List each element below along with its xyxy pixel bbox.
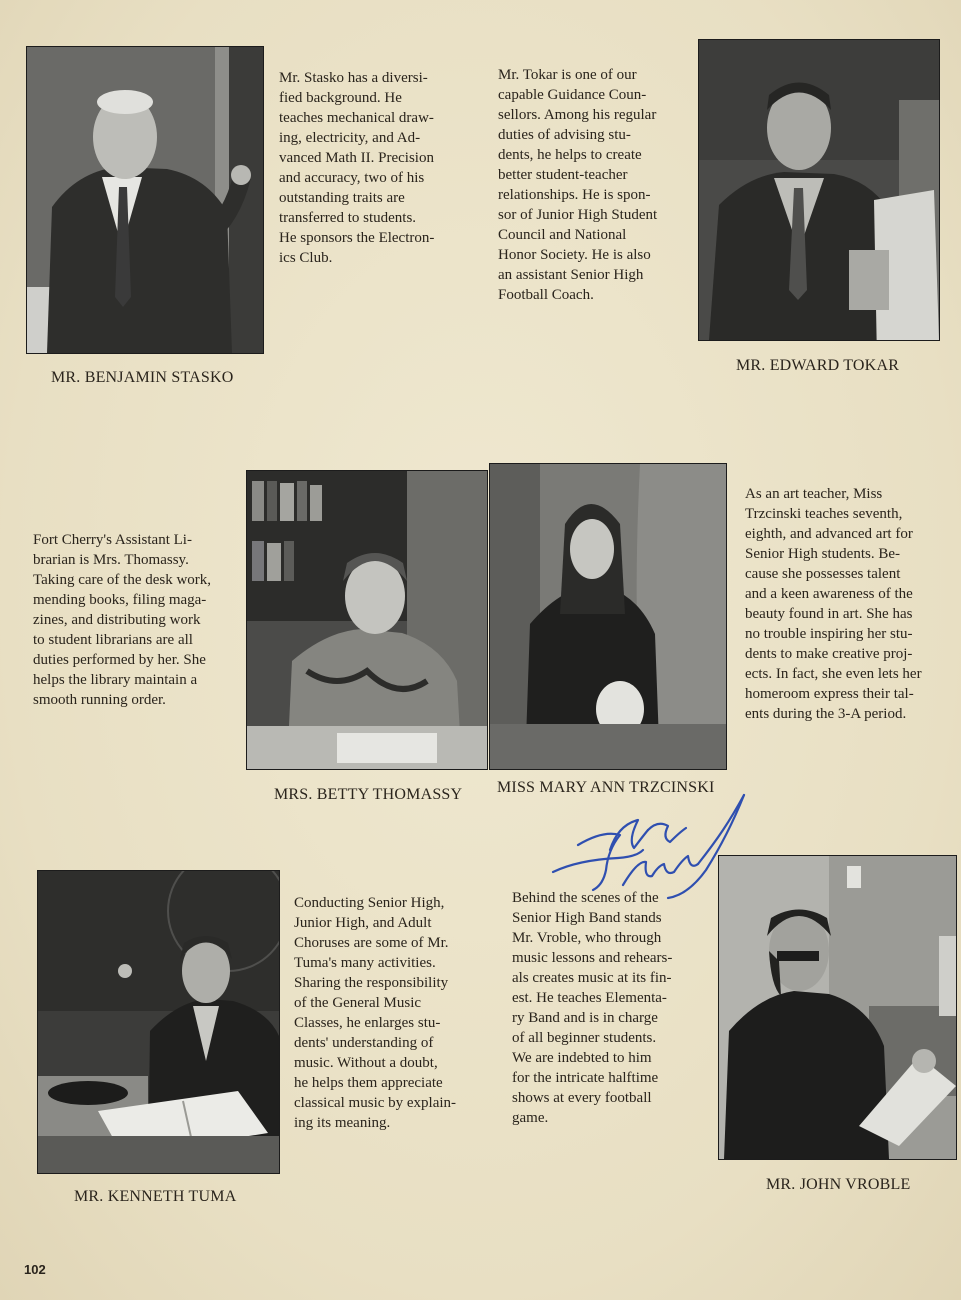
caption-trzcinski: MISS MARY ANN TRZCINSKI [497,779,715,796]
bio-vroble: Behind the scenes of the Senior High Band stands Mr. Vroble, who through music lessons and rehears- als creates music at its fin- est. He teaches Elementa- ry Band and is in charge of all beginner students. We are indebted to him for the intricate halftime shows at every football game. [512,890,673,1126]
bio-thomassy: Fort Cherry's Assistant Li- brarian is Mrs. Thomassy. Taking care of the desk work, mending books, filing maga- zines, and distributing work to student librarians are all duties performed by her. She helps the library maintain a smooth running order. [33,532,212,708]
caption-tuma: MR. KENNETH TUMA [74,1188,237,1205]
bio-tuma: Conducting Senior High, Junior High, and Adult Choruses are some of Mr. Tuma's many activities. Sharing the responsibility of the General Music Classes, he enlarges stu- dents' understanding of music. Without a doubt, he helps them appreciate classical music by explain- ing its meaning. [294,895,457,1131]
caption-vroble: MR. JOHN VROBLE [766,1176,911,1193]
caption-thomassy: MRS. BETTY THOMASSY [274,786,463,803]
photo-kenneth-tuma [37,870,280,1174]
photo-edward-tokar [698,39,940,341]
bio-stasko: Mr. Stasko has a diversi- fied background. He teaches mechanical draw- ing, electricity, and Ad- vanced Math II. Precision and accuracy, two of his outstanding traits are transferred to students. He sponsors the Electron- ics Club. [279,70,435,266]
bio-trzcinski: As an art teacher, Miss Trzcinski teaches seventh, eighth, and advanced art for Senior High students. Be- cause she possesses talent and a keen awareness of the beauty found in art. She has no trouble inspiring her stu- dents to make creative proj- ects. In fact, she even lets her homeroom express their tal- ents during the 3-A period. [745,486,922,722]
photo-john-vroble [718,855,957,1160]
photo-benjamin-stasko [26,46,264,354]
caption-tokar: MR. EDWARD TOKAR [736,357,900,374]
caption-stasko: MR. BENJAMIN STASKO [51,369,234,386]
photo-mary-ann-trzcinski [489,463,727,770]
bio-tokar: Mr. Tokar is one of our capable Guidance Coun- sellors. Among his regular duties of advising stu- dents, he helps to create better student-teacher relationships. He is spon- sor of Junior High Student Council and National Honor Society. He is also an assistant Senior High Football Coach. [498,67,658,303]
photo-betty-thomassy [246,470,488,770]
page-number: 102 [24,1262,46,1277]
